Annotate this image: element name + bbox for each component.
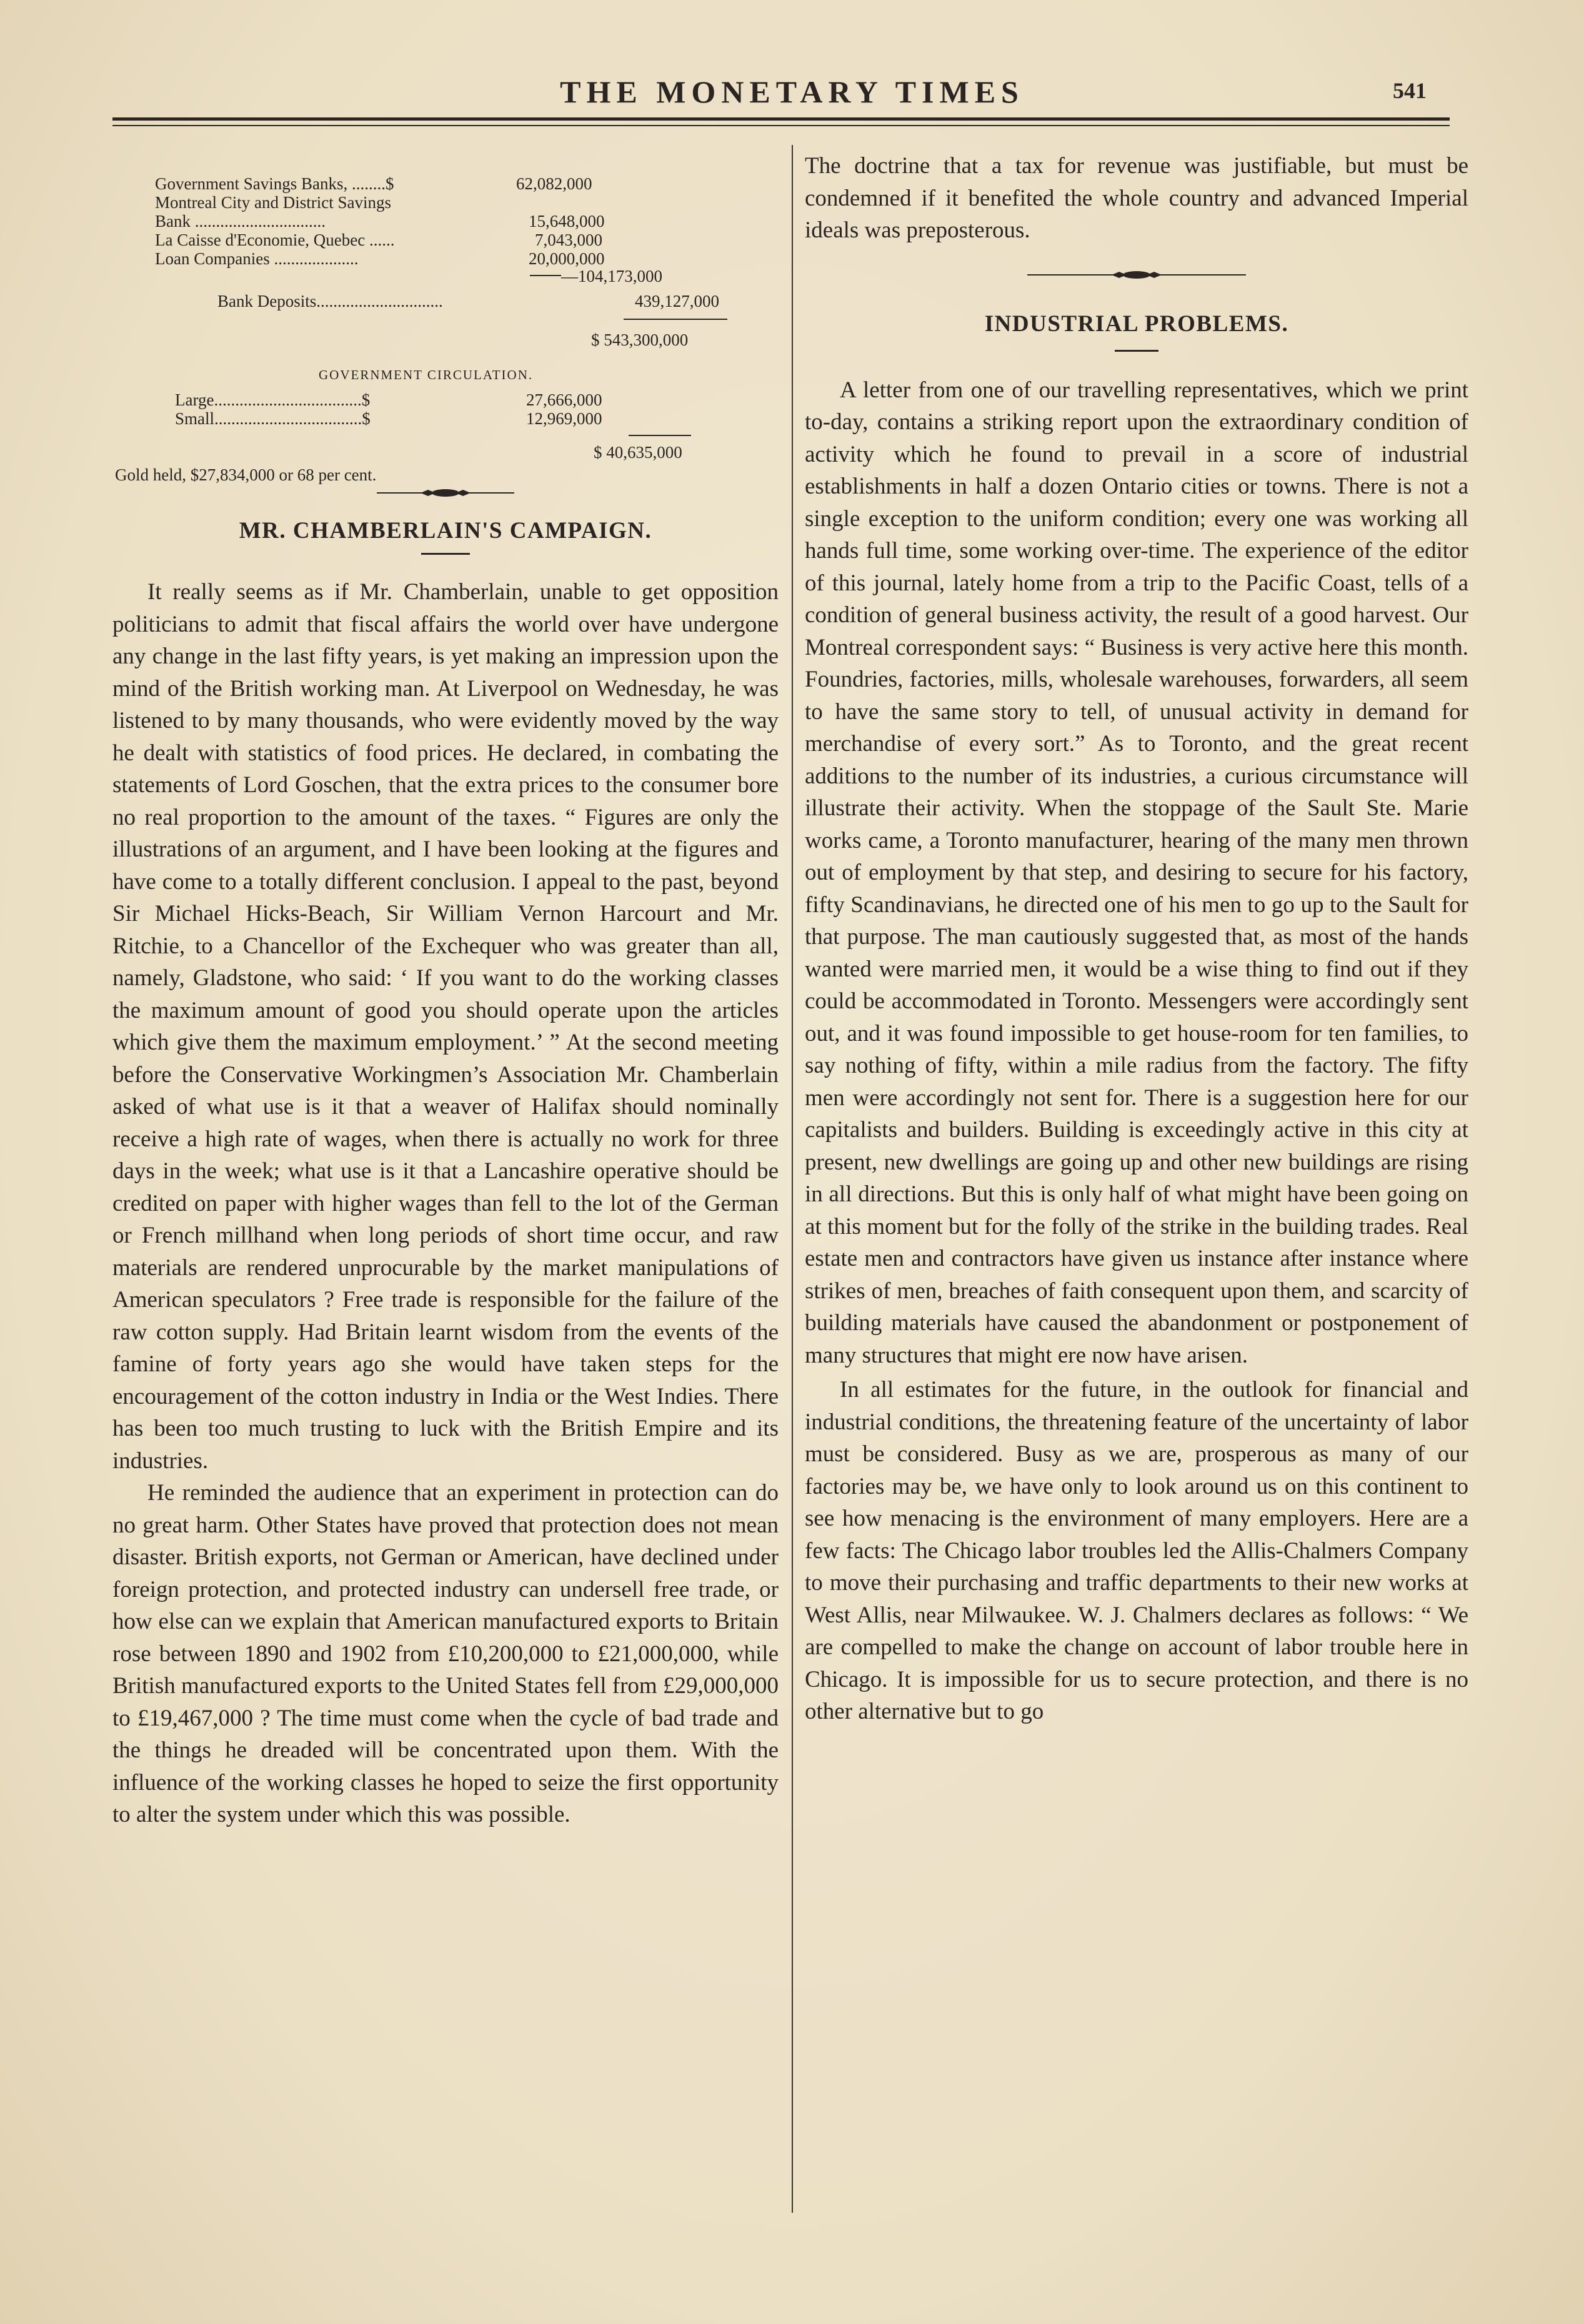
stat-label: Loan Companies ....................	[155, 249, 359, 268]
stat-label: La Caisse d'Economie, Quebec ......	[155, 231, 395, 249]
stat-value: 20,000,000	[529, 249, 605, 268]
ornament-divider	[1027, 266, 1246, 284]
masthead-rule-thin	[112, 125, 1450, 126]
article-paragraph: It really seems as if Mr. Chamberlain, unable to get opposition politicians to admit that fiscal affairs the world over have undergone any change in the last fifty years, is yet making an impression upon the mind of the British working man. At Liverpool on Wednesday, he was listened to by many thousands, who were evidently moved by the way he dealt with statistics of food prices. He declared, in combating the statements of Lord Goschen, that the extra prices to the consumer bore no real proportion to the amount of the taxes. “ Figures are only the illustrations of an argument, and I have been looking at the figures and have come to a totally different conclusion. I appeal to the past, beyond Sir Michael Hicks-Beach, Sir William Vernon Harcourt and Mr. Ritchie, to a Chancellor of the Exchequer who was greater than all, namely, Gladstone, who said: ‘ If you want to do the working classes the maximum amount of good you should operate upon the articles which give them the maximum employment.’ ” At the second meeting before the Conservative Workingmen’s Association Mr. Chamberlain asked of what use is it that a weaver of Halifax should nominally receive a high rate of wages, when there is actually no work for three days in the week; what use is it that a Lancashire operative should be credited on paper with higher wages than fell to the lot of the German or French millhand when long periods of short time occur, and raw materials are rendered unprocurable by the market manipulations of American speculators ? Free trade is responsible for the failure of the raw cotton supply. Had Britain learnt wisdom from the events of the famine of forty years ago she would have taken steps for the encouragement of the cotton industry in India or the West Indies. There has been too much trusting to luck with the British Empire and its industries.	[112, 579, 779, 1474]
article-paragraph: A letter from one of our travelling representatives, which we print to-day, contains a striking report upon the extraordinary condition of activity which he found to prevail in a score of industrial establishments in half a dozen Ontario cities or towns. There is not a single exception to the uniform condition; every one was working all hands full time, some working over-time. The experience of the editor of this journal, lately home from a trip to the Pacific Coast, tells of a condition of general business activity, the result of a good harvest. Our Montreal correspondent says: “ Business is very active here this month. Foundries, factories, mills, wholesale warehouses, forwarders, all seem to have the same story to tell, of unusual activity in demand for merchandise of every sort.” As to Toronto, and the great recent additions to the number of its industries, a curious circumstance will illustrate their activity. When the stoppage of the Sault Ste. Marie works came, a Toronto manufacturer, hearing of the many men thrown out of employment by that step, and desiring to secure for his factory, fifty Scandinavians, he directed one of his men to go up to the Sault for that purpose. The man cautiously suggested that, as most of the hands wanted were married men, it would be a wise thing to find out if they could be accommodated in Toronto. Messengers were accordingly sent out, and it was found impossible to get house-room for ten families, to say nothing of fifty, within a mile radius from the factory. The fifty men were accordingly not sent for. There is a suggestion here for our capitalists and builders. Building is exceedingly active in this city at present, new dwellings are going up and other new buildings are rising in all directions. But this is only half of what might have been going on at this moment but for the folly of the strike in the building trades. Real estate men and contractors have given us instance after instance where strikes of men, breaches of faith consequent upon them, and scarcity of building materials have caused the abandonment or postponement of many structures that might ere now have arisen.	[805, 377, 1468, 1368]
masthead-rule-thick	[112, 117, 1450, 121]
page-number: 541	[1393, 78, 1427, 103]
stat-total: $ 40,635,000	[594, 443, 682, 462]
stat-total-rule	[624, 319, 727, 320]
continued-article	[805, 150, 1468, 247]
ornament-divider	[377, 484, 514, 502]
article-heading: INDUSTRIAL PROBLEMS.	[984, 310, 1289, 337]
stat-value: 62,082,000	[516, 174, 592, 193]
deposits-statistics	[112, 159, 779, 484]
stat-value: 27,666,000	[526, 390, 602, 409]
heading-rule	[421, 553, 470, 555]
circulation-heading: GOVERNMENT CIRCULATION.	[319, 367, 534, 382]
stat-label: Government Savings Banks, ........$	[155, 174, 394, 193]
stat-label: Montreal City and District Savings	[155, 193, 391, 212]
stat-total-rule	[629, 435, 691, 436]
stat-subtotal: —104,173,000	[561, 267, 662, 286]
stat-value: 15,648,000	[529, 212, 605, 231]
article-body	[805, 374, 1468, 1728]
gold-note: Gold held, $27,834,000 or 68 per cent.	[115, 465, 377, 484]
article-paragraph: The doctrine that a tax for revenue was justifiable, but must be condemned if it benefited the whole country and advanced Imperial ideals was preposterous.	[805, 153, 1468, 243]
publication-title: THE MONETARY TIMES	[560, 74, 1024, 109]
stat-label: Bank Deposits..............................	[217, 292, 443, 310]
masthead	[0, 74, 1584, 111]
article-paragraph: He reminded the audience that an experiment in protection can do no great harm. Other States have proved that protection does not mean disaster. British exports, not German or American, have declined under foreign protection, and protected industry can undersell free trade, or how else can we explain that American manufactured exports to Britain rose between 1890 and 1902 from £10,200,000 to £21,000,000, while British manufactured exports to the United States fell from £29,000,000 to £19,467,000 ? The time must come when the cycle of bad trade and the things he dreaded will be concentrated upon them. With the influence of the working classes he hoped to seize the first opportunity to alter the system under which this was possible.	[112, 1480, 779, 1827]
stat-label: Bank ...............................	[155, 212, 326, 231]
left-column	[112, 145, 779, 1831]
stat-value: 7,043,000	[535, 231, 602, 249]
article-paragraph: In all estimates for the future, in the outlook for financial and industrial conditions, the threatening feature of the uncertainty of labor must be considered. Busy as we are, prosperous as many of our factories may be, we have only to look around us on this continent to see how menacing is the environment of many employers. Here are a few facts: The Chicago labor troubles led the Allis-Chalmers Company to move their purchasing and traffic departments to their new works at West Allis, near Milwaukee. W. J. Chalmers declares as follows: “ We are compelled to make the change on account of labor trouble here in Chicago. It is impossible for us to secure protection, and there is no other alternative but to go	[805, 1377, 1468, 1724]
article-heading: MR. CHAMBERLAIN'S CAMPAIGN.	[239, 518, 652, 544]
article-body	[112, 576, 779, 1831]
stat-label: Large...................................$	[175, 390, 371, 409]
stat-value: 12,969,000	[526, 409, 602, 428]
stat-label: Small...................................$	[175, 409, 371, 428]
heading-rule	[1115, 350, 1158, 352]
column-divider	[792, 145, 793, 2213]
stat-value: 439,127,000	[635, 292, 719, 310]
stat-total: $ 543,300,000	[591, 330, 689, 349]
right-column	[805, 145, 1468, 1728]
